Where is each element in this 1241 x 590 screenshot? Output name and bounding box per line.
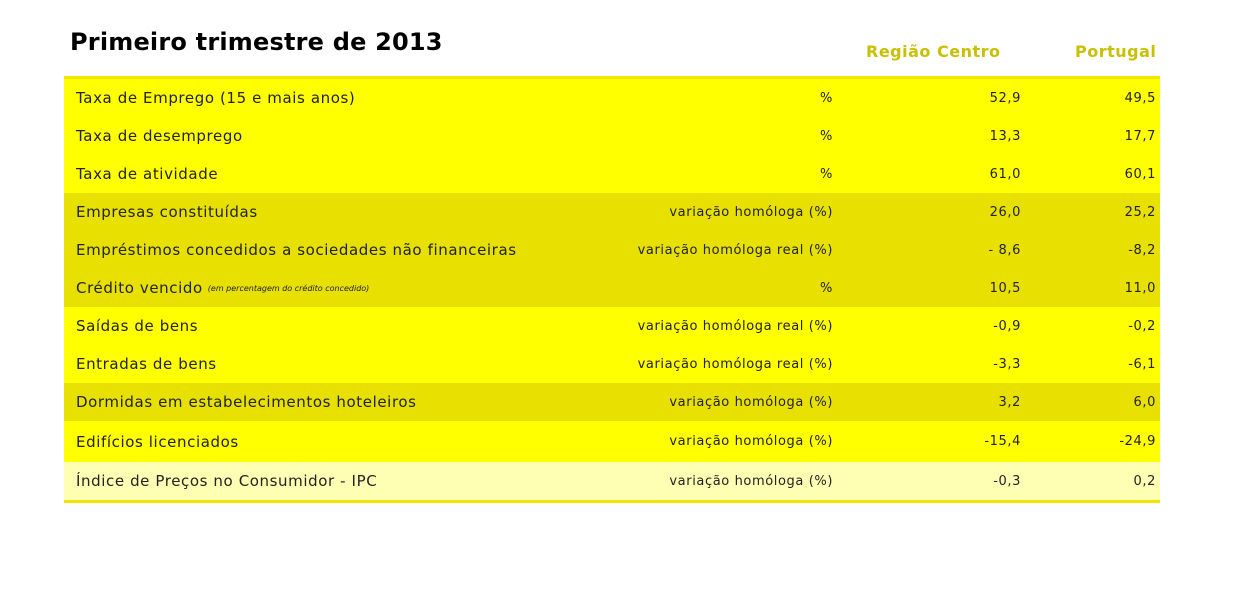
row-label-text: Taxa de Emprego (15 e mais anos) (76, 89, 356, 107)
row-value-portugal: 60,1 (1124, 166, 1156, 182)
row-unit: % (820, 280, 833, 296)
row-value-regiao-centro: -3,3 (993, 356, 1021, 372)
row-label-text: Crédito vencido (76, 279, 203, 297)
row-label-text: Edifícios licenciados (76, 432, 239, 451)
row-value-portugal: -6,1 (1128, 356, 1156, 372)
table-row (64, 117, 1160, 155)
row-label-text: Índice de Preços no Consumidor - IPC (76, 472, 378, 490)
indicators-table (64, 76, 1160, 503)
row-label (76, 421, 239, 462)
row-label (76, 155, 218, 193)
table-row (64, 462, 1160, 500)
row-unit: variação homóloga (%) (669, 473, 833, 489)
row-label (76, 383, 417, 421)
row-value-portugal: 11,0 (1124, 280, 1156, 296)
row-label-text: Entradas de bens (76, 355, 217, 373)
row-value-portugal: -24,9 (1119, 434, 1156, 449)
table-row (64, 269, 1160, 307)
column-header-regiao-centro: Região Centro (866, 42, 1001, 61)
row-label (76, 231, 517, 269)
row-value-regiao-centro: 52,9 (989, 90, 1021, 106)
row-label (76, 345, 217, 383)
row-label (76, 307, 198, 345)
row-label (76, 269, 369, 307)
row-unit: variação homóloga (%) (669, 394, 833, 410)
row-value-portugal: 6,0 (1133, 394, 1156, 410)
table-row (64, 155, 1160, 193)
table-row (64, 193, 1160, 231)
table-row (64, 421, 1160, 462)
row-unit: % (820, 166, 833, 182)
table-bottom-rule (64, 500, 1160, 503)
table-row (64, 231, 1160, 269)
row-label-text: Dormidas em estabelecimentos hoteleiros (76, 393, 417, 411)
row-value-portugal: 17,7 (1124, 128, 1156, 144)
row-value-regiao-centro: -0,9 (993, 318, 1021, 334)
row-value-portugal: 49,5 (1124, 90, 1156, 106)
row-unit: variação homóloga real (%) (637, 242, 833, 258)
row-label-note: (em percentagem do crédito concedido) (207, 283, 370, 293)
row-label-text: Empresas constituídas (76, 203, 258, 221)
row-unit: variação homóloga (%) (669, 204, 833, 220)
row-label-text: Empréstimos concedidos a sociedades não financeiras (76, 241, 517, 259)
row-label (76, 193, 258, 231)
row-value-regiao-centro: -15,4 (984, 434, 1021, 449)
table-row (64, 307, 1160, 345)
row-value-regiao-centro: 3,2 (998, 394, 1021, 410)
table-row (64, 79, 1160, 117)
row-value-portugal: 0,2 (1133, 473, 1156, 489)
row-value-regiao-centro: 13,3 (989, 128, 1021, 144)
row-unit: variação homóloga real (%) (637, 318, 833, 334)
row-label (76, 117, 243, 155)
row-value-regiao-centro: 10,5 (989, 280, 1021, 296)
row-label-text: Saídas de bens (76, 317, 199, 335)
row-unit: % (820, 90, 833, 106)
table-row (64, 345, 1160, 383)
row-label-text: Taxa de atividade (76, 165, 219, 183)
row-unit: % (820, 128, 833, 144)
row-value-regiao-centro: 26,0 (989, 204, 1021, 220)
row-value-regiao-centro: - 8,6 (988, 242, 1021, 258)
row-value-portugal: -8,2 (1128, 242, 1156, 258)
table-row (64, 383, 1160, 421)
row-unit: variação homóloga (%) (669, 434, 833, 449)
row-value-regiao-centro: -0,3 (993, 473, 1021, 489)
page-title: Primeiro trimestre de 2013 (70, 28, 443, 56)
row-value-portugal: -0,2 (1128, 318, 1156, 334)
row-label (76, 462, 377, 500)
row-value-regiao-centro: 61,0 (989, 166, 1021, 182)
row-unit: variação homóloga real (%) (637, 356, 833, 372)
row-value-portugal: 25,2 (1124, 204, 1156, 220)
row-label (76, 79, 355, 117)
column-header-portugal: Portugal (1075, 42, 1157, 61)
row-label-text: Taxa de desemprego (76, 127, 243, 145)
